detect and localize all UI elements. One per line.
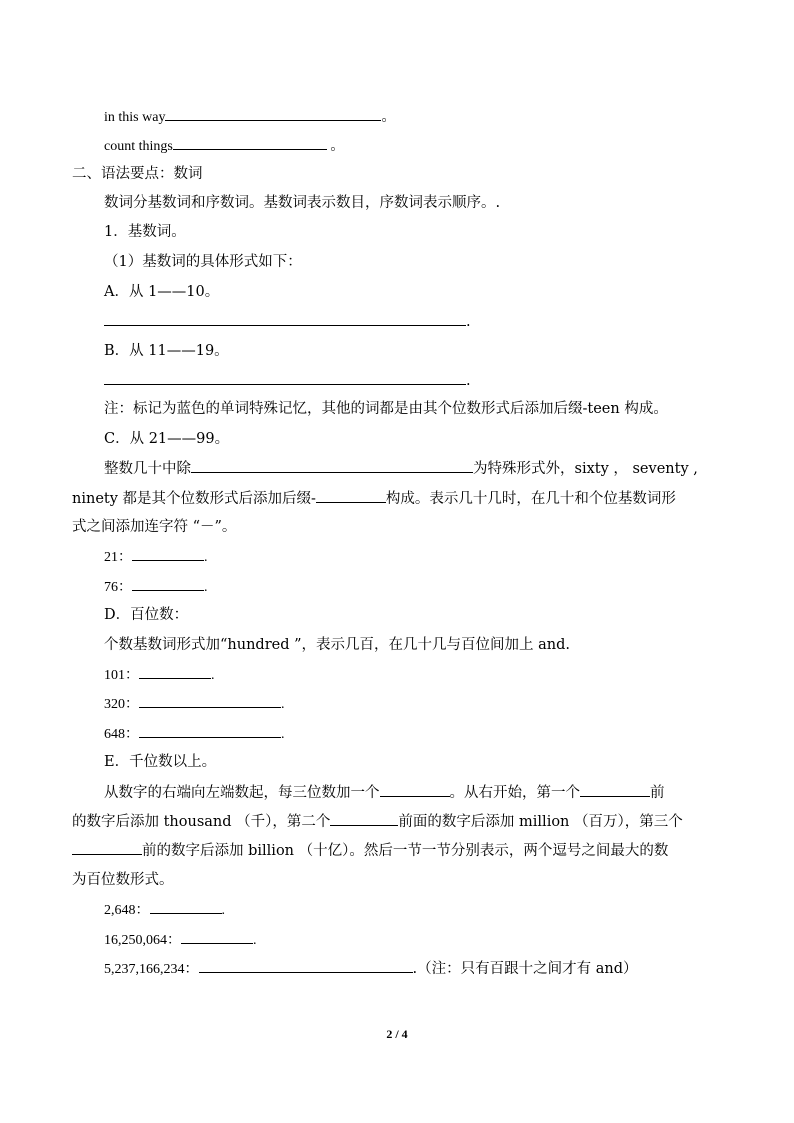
blank[interactable] — [139, 723, 281, 738]
e-paragraph-line-3: 前的数字后添加 billion （十亿）。然后一节一节分别表示，两个逗号之间最大的数 — [72, 840, 668, 861]
blank[interactable] — [173, 135, 327, 150]
blank[interactable] — [104, 370, 466, 385]
e-paragraph-line-2: 的数字后添加 thousand （千），第二个 前面的数字后添加 million （百万），第三个 — [72, 811, 683, 832]
blank[interactable] — [132, 546, 204, 561]
item-d: D．百位数： — [104, 607, 189, 623]
item-1-1: （1）基数词的具体形式如下： — [104, 254, 302, 270]
example-5b: 5,237,166,234： .（注：只有百跟十之间才有 and） — [104, 958, 637, 980]
blank[interactable] — [139, 664, 211, 679]
c-paragraph-line-1: 整数几十中除 为特殊形式外，sixty ， seventy , — [104, 458, 698, 479]
e-paragraph-line-1: 从数字的右端向左端数起，每三位数加一个 。从右开始，第一个 前 — [104, 782, 665, 803]
blank[interactable] — [316, 488, 386, 503]
item-b: B．从 11——19。 — [104, 343, 229, 359]
example-76: 76： . — [104, 576, 208, 598]
line-count-things: count things 。 — [104, 135, 344, 157]
blank[interactable] — [139, 693, 281, 708]
item-a: A．从 1——10。 — [104, 284, 220, 300]
blank[interactable] — [104, 311, 466, 326]
blank[interactable] — [330, 811, 398, 826]
blank[interactable] — [380, 782, 450, 797]
example-648: 648： . — [104, 723, 285, 745]
example-2648: 2,648： . — [104, 899, 225, 921]
blank[interactable] — [150, 899, 222, 914]
example-101: 101： . — [104, 664, 215, 686]
d-paragraph: 个数基数词形式加“hundred ”，表示几百，在几十几与百位间加上 and. — [104, 637, 571, 653]
item-c: C．从 21——99。 — [104, 431, 230, 447]
answer-line-a: . — [104, 311, 471, 332]
blank[interactable] — [199, 958, 413, 973]
example-16m: 16,250,064： . — [104, 929, 257, 951]
blank[interactable] — [580, 782, 650, 797]
answer-line-b: . — [104, 370, 471, 391]
item-e: E．千位数以上。 — [104, 754, 217, 770]
c-paragraph-line-2: ninety 都是其个位数形式后添加后缀- 构成。表示几十几时，在几十和个位基数词形 — [72, 488, 676, 509]
item-1: 1．基数词。 — [104, 224, 186, 240]
page-number: 2 / 4 — [386, 1027, 408, 1041]
section-heading: 二、语法要点：数词 — [72, 166, 203, 182]
example-320: 320： . — [104, 693, 285, 715]
blank[interactable] — [181, 929, 253, 944]
c-paragraph-line-3: 式之间添加连字符 “－”。 — [72, 519, 237, 535]
line-in-this-way: in this way 。 — [104, 106, 395, 128]
e-paragraph-line-4: 为百位数形式。 — [72, 872, 174, 888]
blank[interactable] — [191, 458, 473, 473]
note-1: 注：标记为蓝色的单词特殊记忆，其他的词都是由其个位数形式后添加后缀-teen 构成。 — [104, 401, 668, 417]
blank[interactable] — [132, 576, 204, 591]
intro-text: 数词分基数词和序数词。基数词表示数目，序数词表示顺序。. — [104, 195, 501, 211]
blank[interactable] — [72, 840, 142, 855]
blank[interactable] — [165, 106, 381, 121]
example-21: 21： . — [104, 546, 208, 568]
